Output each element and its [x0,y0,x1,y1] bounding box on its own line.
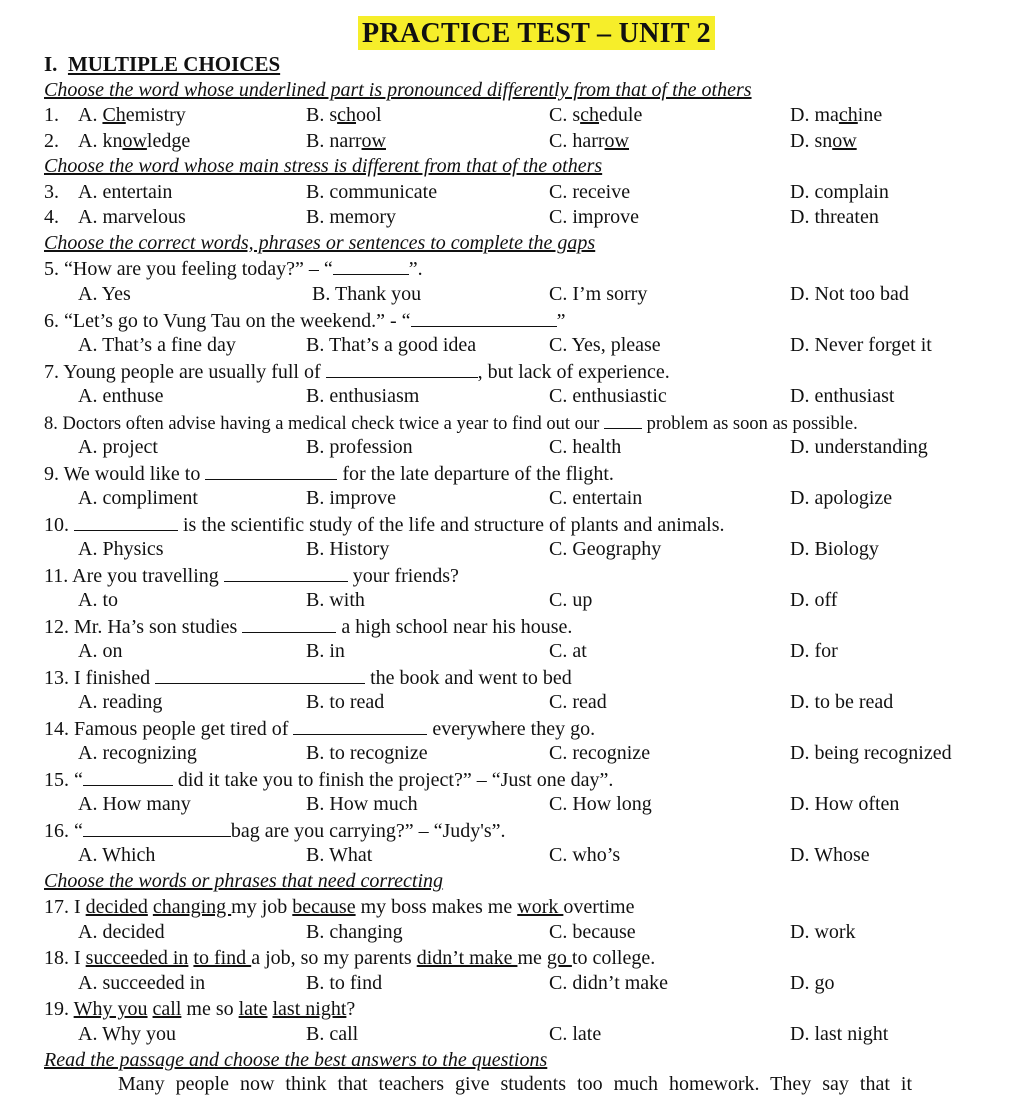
q16-option-d: D. Whose [790,844,870,866]
q3-option-a: A. entertain [78,181,173,203]
question-7: 7. Young people are usually full of , but lack of experience. [44,361,670,383]
q1-option-a: A. Chemistry [78,104,186,126]
q14-option-a: A. recognizing [78,742,197,764]
q16-option-a: A. Which [78,844,156,866]
answer-blank[interactable] [411,308,557,327]
answer-blank[interactable] [83,767,173,786]
q18-option-d: D. go [790,972,835,994]
q15-option-c: C. How long [549,793,652,815]
q10-option-b: B. History [306,538,390,560]
answer-blank[interactable] [155,665,365,684]
question-10: 10. is the scientific study of the life and structure of plants and animals. [44,514,725,536]
instruction-error-correction: Choose the words or phrases that need correcting [44,870,444,892]
q18-option-c: C. didn’t make [549,972,669,994]
q2-option-d: D. snow [790,130,857,152]
q16-option-c: C. who’s [549,844,621,866]
q6-option-d: D. Never forget it [790,334,932,356]
question-9: 9. We would like to for the late departure of the flight. [44,463,614,485]
q4-option-a: A. marvelous [78,206,186,228]
q6-option-c: C. Yes, please [549,334,661,356]
section-heading: I. MULTIPLE CHOICES [44,52,281,76]
q4-option-c: C. improve [549,206,639,228]
instruction-gaps: Choose the correct words, phrases or sentences to complete the gaps [44,232,596,254]
reading-passage: Many people now think that teachers give students too much homework. They say that it [118,1073,913,1095]
answer-blank[interactable] [326,359,478,378]
q10-option-d: D. Biology [790,538,879,560]
question-12: 12. Mr. Ha’s son studies a high school near his house. [44,616,573,638]
question-11: 11. Are you travelling your friends? [44,565,459,587]
q1-option-b: B. school [306,104,382,126]
q17-option-b: B. changing [306,921,403,943]
q9-option-d: D. apologize [790,487,893,509]
question-6: 6. “Let’s go to Vung Tau on the weekend.” - “ ” [44,310,566,332]
q12-option-a: A. on [78,640,123,662]
q2-option-a: A. knowledge [78,130,191,152]
q15-option-b: B. How much [306,793,418,815]
question-17: 17. I decided changing my job because my boss makes me work overtime [44,896,635,918]
q11-option-a: A. to [78,589,118,611]
q11-option-c: C. up [549,589,593,611]
question-15: 15. “ did it take you to finish the project?” – “Just one day”. [44,769,614,791]
instruction-reading: Read the passage and choose the best answers to the questions [44,1049,548,1071]
q3-option-c: C. receive [549,181,631,203]
q13-option-b: B. to read [306,691,385,713]
answer-blank[interactable] [74,512,178,531]
question-13: 13. I finished the book and went to bed [44,667,572,689]
answer-blank[interactable] [242,614,336,633]
page-title: PRACTICE TEST – UNIT 2 [358,16,715,50]
q7-option-d: D. enthusiast [790,385,895,407]
q17-option-a: A. decided [78,921,165,943]
question-2: 2. [44,130,59,152]
q13-option-c: C. read [549,691,607,713]
q19-option-a: A. Why you [78,1023,176,1045]
q15-option-a: A. How many [78,793,191,815]
q3-option-d: D. complain [790,181,889,203]
q18-option-b: B. to find [306,972,383,994]
question-14: 14. Famous people get tired of everywhere they go. [44,718,596,740]
q12-option-c: C. at [549,640,587,662]
q1-option-d: D. machine [790,104,883,126]
q16-option-b: B. What [306,844,373,866]
q5-option-d: D. Not too bad [790,283,909,305]
q12-option-d: D. for [790,640,838,662]
question-1: 1. [44,104,59,126]
q6-option-b: B. That’s a good idea [306,334,477,356]
question-18: 18. I succeeded in to find a job, so my parents didn’t make me go to college. [44,947,656,969]
question-4: 4. [44,206,59,228]
q14-option-b: B. to recognize [306,742,428,764]
q12-option-b: B. in [306,640,345,662]
instruction-stress: Choose the word whose main stress is different from that of the others [44,155,603,177]
q15-option-d: D. How often [790,793,900,815]
q11-option-b: B. with [306,589,365,611]
q19-option-d: D. last night [790,1023,889,1045]
answer-blank[interactable] [224,563,348,582]
q10-option-a: A. Physics [78,538,164,560]
question-5: 5. “How are you feeling today?” – “ ”. [44,258,423,280]
q9-option-c: C. entertain [549,487,643,509]
q2-option-b: B. narrow [306,130,386,152]
q9-option-b: B. improve [306,487,396,509]
q5-option-a: A. Yes [78,283,131,305]
q17-option-d: D. work [790,921,856,943]
q18-option-a: A. succeeded in [78,972,206,994]
q17-option-c: C. because [549,921,636,943]
q5-option-c: C. I’m sorry [549,283,648,305]
answer-blank[interactable] [333,256,409,275]
q13-option-a: A. reading [78,691,163,713]
q7-option-a: A. enthuse [78,385,164,407]
question-3: 3. [44,181,59,203]
q6-option-a: A. That’s a fine day [78,334,236,356]
question-19: 19. Why you call me so late last night? [44,998,356,1020]
q10-option-c: C. Geography [549,538,662,560]
q2-option-c: C. harrow [549,130,629,152]
q8-option-d: D. understanding [790,436,928,458]
q3-option-b: B. communicate [306,181,438,203]
q1-option-c: C. schedule [549,104,643,126]
q14-option-c: C. recognize [549,742,651,764]
question-16: 16. “ bag are you carrying?” – “Judy's”. [44,820,506,842]
q7-option-c: C. enthusiastic [549,385,667,407]
q19-option-c: C. late [549,1023,602,1045]
q8-option-c: C. health [549,436,622,458]
answer-blank[interactable] [604,410,642,429]
instruction-pronunciation: Choose the word whose underlined part is pronounced differently from that of the others [44,79,752,101]
answer-blank[interactable] [293,716,427,735]
q5-option-b: B. Thank you [312,283,422,305]
q8-option-a: A. project [78,436,158,458]
q9-option-a: A. compliment [78,487,198,509]
q8-option-b: B. profession [306,436,413,458]
q13-option-d: D. to be read [790,691,894,713]
question-8: 8. Doctors often advise having a medical check twice a year to find out our problem as soon as possible. [44,410,858,436]
q7-option-b: B. enthusiasm [306,385,420,407]
q14-option-d: D. being recognized [790,742,952,764]
q4-option-b: B. memory [306,206,396,228]
answer-blank[interactable] [205,461,337,480]
q4-option-d: D. threaten [790,206,879,228]
answer-blank[interactable] [83,818,231,837]
q19-option-b: B. call [306,1023,359,1045]
q11-option-d: D. off [790,589,838,611]
